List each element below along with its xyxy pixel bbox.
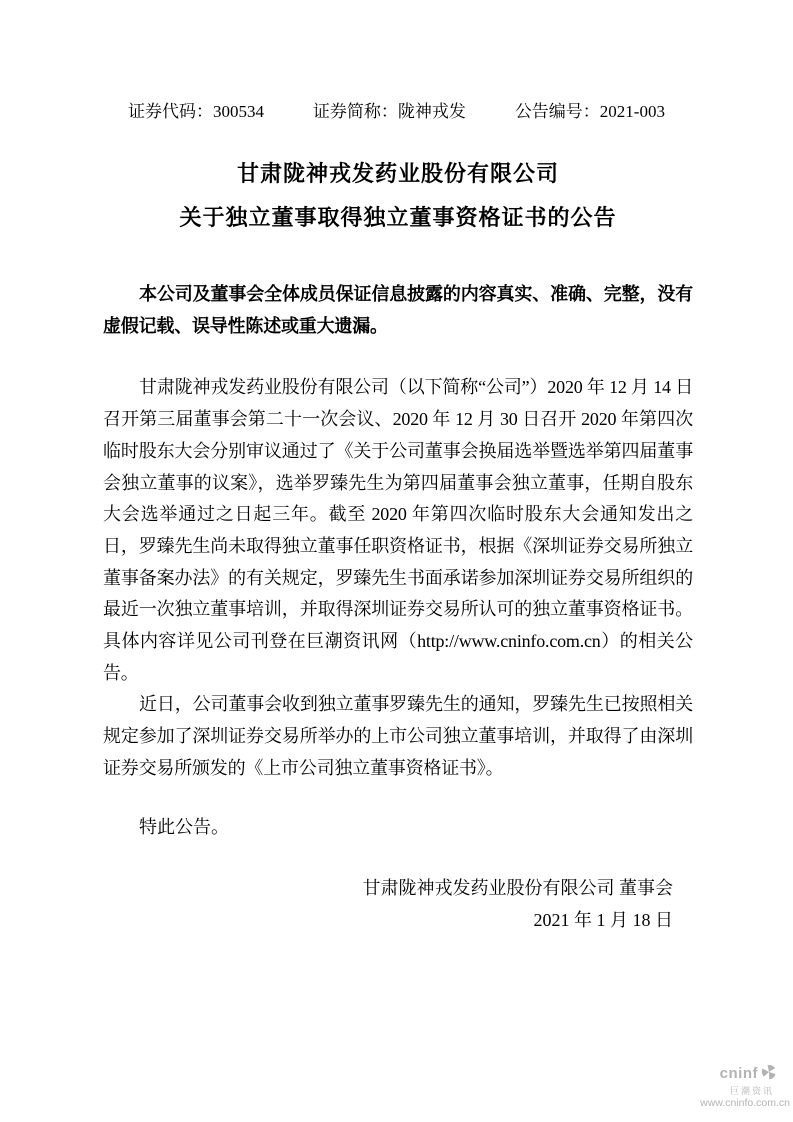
signature-date: 2021 年 1 月 18 日 [533, 909, 673, 930]
announcement-number: 公告编号：2021-003 [514, 102, 665, 121]
signature-company: 甘肃陇神戎发药业股份有限公司 董事会 [362, 878, 673, 899]
cninfo-swirl-icon [760, 1063, 778, 1086]
disclosure-statement: 本公司及董事会全体成员保证信息披露的内容真实、准确、完整，没有虚假记载、误导性陈述或重大遗漏。 [103, 284, 693, 336]
body-paragraph-2: 近日，公司董事会收到独立董事罗臻先生的通知，罗臻先生已按照相关规定参加了深圳证券交易所举办的上市公司独立董事培训，并取得了由深圳证券交易所颁发的《上市公司独立董事资格证书》。 [103, 694, 693, 778]
cninfo-brand-text: cninf [719, 1065, 758, 1083]
document-body [103, 0, 693, 937]
company-title: 甘肃陇神戎发药业股份有限公司 [236, 161, 559, 186]
stock-code: 证券代码：300534 [128, 102, 264, 121]
closing-line: 特此公告。 [139, 816, 229, 837]
cninfo-watermark-top [720, 1063, 778, 1086]
cninfo-url-text: www.cninfo.com.cn [700, 1097, 790, 1110]
stock-name: 证券简称：陇神戎发 [312, 102, 466, 121]
body-paragraph-1: 甘肃陇神戎发药业股份有限公司（以下简称“公司”）2020 年 12 月 14 日召开第三届董事会第二十一次会议、2020 年 12 月 30 日召开 2020 年第四次临时股东大会分别审议通过了《关于公司董事会换届选举暨选举第四届董事会独立董事的议案》，选举罗臻先生为第四届董事会独立董事，任期自股东大会选举通过之日起三年。截至 2020 年第四次临时股东大会通知发出之日，罗臻先生尚未取得独立董事任职资格证书，根据《深圳证券交易所独立董事备案办法》的有关规定，罗臻先生书面承诺参加深圳证券交易所组织的最近一次独立董事培训，并取得深圳证券交易所认可的独立董事资格证书。具体内容详见公司刊登在巨潮资讯网（http://www.cninfo.com.cn）的相关公告。 [103, 377, 693, 683]
cninfo-watermark [700, 1063, 790, 1110]
announcement-title: 关于独立董事取得独立董事资格证书的公告 [179, 205, 617, 230]
cninfo-name-text: 巨潮资讯 [729, 1085, 774, 1096]
signature-block [103, 873, 693, 936]
